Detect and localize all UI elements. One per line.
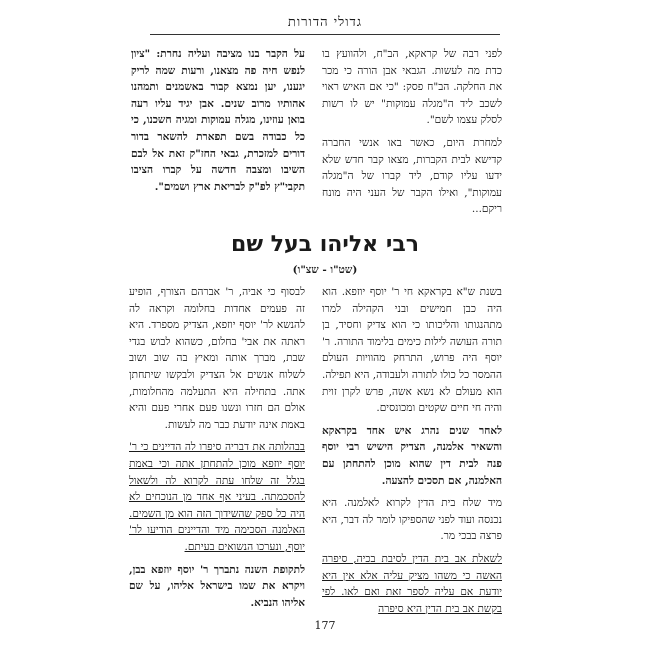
paragraph: מיד שלח בית הדין לקרוא לאלמנה. היא נכנסה ועוד לפני שהספיקו לומר לה דבר, היא פרצה בבכי מר. xyxy=(322,497,502,543)
paragraph: לשאלת אב בית הדין לסיבת בכיה, סיפרה האשה כי משהו מציק עליה אלא אין היא יודעת אם עליה לספר זאת ואם לאו. לפי בקשת אב בית הדין היא סיפרה xyxy=(322,552,502,615)
section-years: (שט"ו - שצ"ו) xyxy=(292,264,358,276)
paragraph: לבסוף כי אביה, ר' אברהם הצורף, הופיע זה פעמים אחדות בחלומה וקראה לה להנשא לר' יוסף יוזפא, הצדיק מספרד. היא ראתה את אבי' בחלום, כשהוא לבוש בגדי שבת, מברך אותה ומאיץ בה שוב ושוב לשלוח אנשים אל הצדיק ולבקשו שיתחתן אתה. בתחילה היא התעלמה מהחלומות, אולם הם חזרו ונשנו פעם אחרי פעם והיא באמת אינה יודעת כבר מה לעשות. xyxy=(129,286,305,431)
paragraph: לפני רבה של קראקא, הב"ח, ולהוועץ בו כדת מה לעשות. הגבאי אבן הורה כי מכר את החלקה. הב"ח פסק: "כי אם האיש ראוי לשכב ליד ה"מגלה עמוקות" יש לו רשות לסלק עצמו לשם". xyxy=(322,48,502,127)
section-title: רבי אליהו בעל שם xyxy=(231,232,419,257)
bottom-left-column xyxy=(129,284,305,617)
bottom-right-column xyxy=(322,284,502,623)
paragraph: למחרת היום, כאשר באו אנשי החברה קדישא לבית הקברות, מצאו קבר חדש שלא ידעו עליו קודם, ליד קברו של ה"מגלה עמוקות", ואילו הקבר של העני היה מונח ריקם... xyxy=(322,136,502,216)
top-right-column xyxy=(322,46,502,224)
running-head: גדולי הדורות xyxy=(287,15,363,30)
paragraph: לתקופת השנה נתברך ר' יוסף יוזפא בבן, ויקרא את שמו בישראל אליהו, על שם אליהו הנביא. xyxy=(129,563,305,609)
paragraph: על הקבר בנו מציבה ועליה נחרת: "ציון לנפש חיה פה מצאנו, ורעות שמה לריק יגענו, יען נמצא קבור באשמנים ותמהנו אהותיו מרוב שנים. אבן יגיד עליו רעה בואן עוזינו, מגלה עמוקות ומגיה חשכנו, כי כל כבודה בשם תפארת להשאר בדור דורים למזכרת, גבאי החז"ק זאת אל לבם השיבו ומצבה חדשה על קברו הציבו תקבי"ץ לפ"ק לבריאת ארץ ושמים". xyxy=(131,48,305,193)
paragraph: לאחר שנים נהרג איש אחד בקראקא והשאיר אלמנה, הצדיק הישיש רבי יוסף פנה לבית דין שהוא מוכן להתחתן עם האלמנה, אם תסכים להצעה. xyxy=(322,424,502,487)
paragraph: בבהלותה את דבריה סיפרו לה הדיינים כי ר' יוסף יוזפא מוכן להתחתן אתה וכי באמת בגלל זה שלחו עתה לקרוא לה ולשאול להסכמתה. בעיני אף אחד מן הנוכחים לא היה כל ספק שהשידוך הזה הוא מן השמים. האלמנה הסכימה מיד והדיינים הודיעו לר' יוסף, ונערכו הנשואים בעיתם. xyxy=(129,441,305,553)
top-left-column xyxy=(131,46,305,201)
page-number: 177 xyxy=(314,619,336,632)
paragraph: בשנת ש"א בקראקא חי ר' יוסף יוזפא. הוא היה כבן חמישים ובני הקהילה למרו מתהנגותו והליכותו כי הוא צדיק וחסיד, בן תורה העושה לילות כימים בלימוד התורה. ר' יוסף היה פרוש, התרחק מהוויות העולם ההמסר כל כולו לתורה ולעבודה, היא תפילה. הוא מעולם לא נשא אשה, פרש לקרן זוית והיה חי חיים שקטים ומכונסים. xyxy=(322,286,502,415)
header-rule xyxy=(150,34,500,35)
